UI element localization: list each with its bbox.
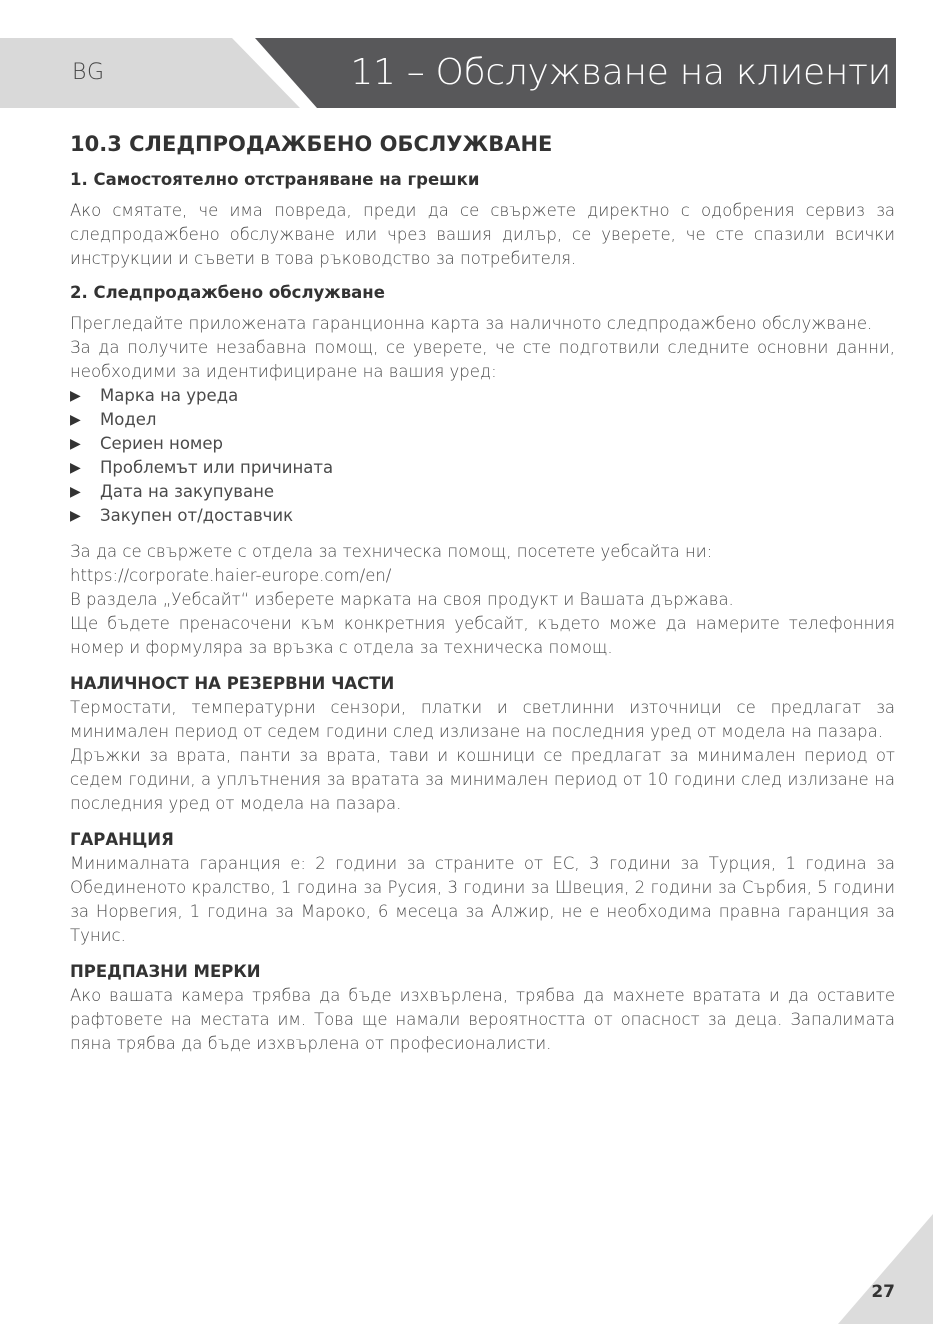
troubleshooting-text: Ако смятате, че има повреда, преди да се свържете директно с одобрения сервиз за следпродажбено обслужване или чрез вашия дилър, се уверете, че сте спазили всички инструкции и съвети в това ръководство за потребителя. (70, 201, 895, 268)
subsection-title-troubleshooting: 1. Самостоятелно отстраняване на грешки (70, 170, 480, 189)
spare-parts-text-2: Дръжки за врата, панти за врата, тави и кошници се предлагат за минимален период от седем години, а уплътнения за вратата за минимален период от 10 години след излизане на последния уред от модела на пазара. (70, 746, 895, 813)
spare-parts-text-1: Термостати, температурни сензори, платки и светлинни източници се предлагат за минимален период от седем години след излизане на последния уред от модела на пазара. (70, 698, 895, 741)
triangle-bullet-icon: ▶ (70, 436, 81, 452)
required-data-list (70, 384, 895, 528)
triangle-bullet-icon: ▶ (70, 412, 81, 428)
triangle-bullet-icon: ▶ (70, 484, 81, 500)
service-text-2: За да получите незабавна помощ, се уверете, че сте подготвили следните основни данни, необходими за идентифициране на вашия уред: (70, 338, 895, 381)
contact-url[interactable]: https://corporate.haier-europe.com/en/ (70, 566, 392, 585)
precautions-text: Ако вашата камера трябва да бъде изхвърлена, трябва да махнете вратата и да оставите рафтовете на местата им. Това ще намали вероятността от опасност за деца. Запалимата пяна трябва да бъде изхвърлена от професионалисти. (70, 986, 895, 1053)
triangle-bullet-icon: ▶ (70, 508, 81, 524)
triangle-bullet-icon: ▶ (70, 460, 81, 476)
page-content (70, 132, 895, 1056)
chapter-title: 11 – Обслужване на клиенти (350, 52, 891, 93)
language-label: BG (72, 60, 106, 85)
subsection-title-service: 2. Следпродажбено обслужване (70, 283, 385, 302)
spare-parts-title: НАЛИЧНОСТ НА РЕЗЕРВНИ ЧАСТИ (70, 674, 395, 693)
list-item: ▶ Марка на уреда (70, 384, 895, 408)
list-item: ▶ Дата на закупуване (70, 480, 895, 504)
service-text-1: Прегледайте приложената гаранционна карта за наличното следпродажбено обслужване. (70, 314, 873, 333)
section-title: 10.3 СЛЕДПРОДАЖБЕНО ОБСЛУЖВАНЕ (70, 132, 553, 156)
list-item: ▶ Сериен номер (70, 432, 895, 456)
contact-text-1: За да се свържете с отдела за техническа помощ, посетете уебсайта ни: (70, 542, 713, 561)
list-item: ▶ Закупен от/доставчик (70, 504, 895, 528)
page-corner (838, 1214, 933, 1324)
language-tab (0, 38, 300, 108)
contact-text-2: В раздела „Уебсайт“ изберете марката на своя продукт и Вашата държава. (70, 590, 734, 609)
warranty-title: ГАРАНЦИЯ (70, 830, 174, 849)
list-item: ▶ Проблемът или причината (70, 456, 895, 480)
page-number: 27 (871, 1282, 895, 1302)
precautions-title: ПРЕДПАЗНИ МЕРКИ (70, 962, 261, 981)
contact-text-3: Ще бъдете пренасочени към конкретния уебсайт, където може да намерите телефонния номер и формуляра за връзка с отдела за техническа помощ. (70, 614, 895, 657)
triangle-bullet-icon: ▶ (70, 388, 81, 404)
list-item: ▶ Модел (70, 408, 895, 432)
warranty-text: Минималната гаранция е: 2 години за страните от ЕС, 3 години за Турция, 1 година за Обединеното кралство, 1 година за Русия, 3 години за Швеция, 2 години за Сърбия, 5 години за Норвегия, 1 година за Мароко, 6 месеца за Алжир, не е необходима правна гаранция за Тунис. (70, 854, 895, 945)
